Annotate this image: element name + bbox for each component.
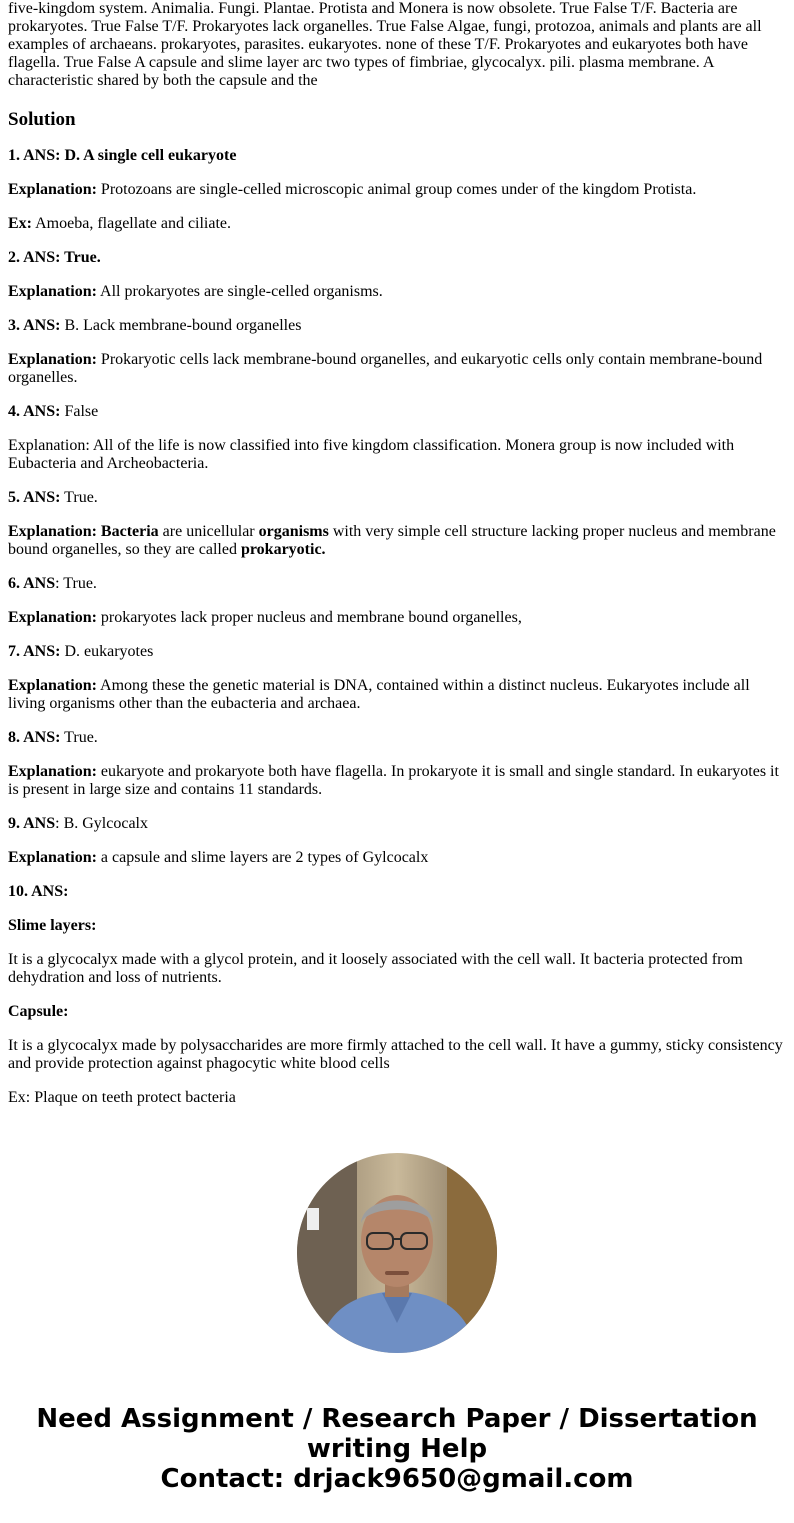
answer-text: D. eukaryotes [60, 643, 154, 660]
answer-text: True. [60, 489, 98, 506]
slime-layers-text: It is a glycocalyx made with a glycol protein, and it loosely associated with the cell wall. It bacteria protected from dehydration and loss of nutrients. [8, 951, 743, 986]
explanation-5 [8, 523, 786, 559]
explanation-label: Explanation: [8, 181, 97, 198]
explanation-2 [8, 283, 786, 301]
answer-10 [8, 883, 786, 901]
slime-layers-heading [8, 917, 786, 935]
explanation-label: Explanation: [8, 849, 97, 866]
capsule-label: Capsule: [8, 1003, 69, 1020]
explanation-emphasis: prokaryotic. [240, 541, 326, 558]
explanation-label: Explanation: Bacteria [8, 523, 159, 540]
explanation-text: a capsule and slime layers are 2 types of Gylcocalx [96, 849, 429, 866]
question-text: five-kingdom system. Animalia. Fungi. Plantae. Protista and Monera is now obsolete. True False T/F. Bacteria are prokaryotes. True False T/F. Prokaryotes lack organelles. True False Algae, fungi, protozoa, animals and plants are all examples of archaeans. prokaryotes, parasites. eukaryotes. none of these T/F. Prokaryotes and eukaryotes both have flagella. True False A capsule and slime layer arc two types of fimbriae, glycocalyx. pili. plasma membrane. A characteristic shared by both the capsule and the [8, 0, 762, 89]
answer-label: 4. ANS: [8, 403, 61, 420]
answer-2-label: 2. ANS: True. [8, 249, 101, 266]
answer-1-label: 1. ANS: D. A single cell eukaryote [8, 147, 237, 164]
explanation-text: Among these the genetic material is DNA, contained within a distinct nucleus. Eukaryotes include all living organisms other than the eubacteria and archaea. [8, 677, 750, 712]
answer-4 [8, 403, 786, 421]
answer-label: 7. ANS: [8, 643, 61, 660]
example-text: Amoeba, flagellate and ciliate. [32, 215, 232, 232]
explanation-label: Explanation: [8, 677, 97, 694]
promo-banner [0, 1404, 794, 1494]
author-avatar [297, 1153, 497, 1353]
answer-text: False [60, 403, 99, 420]
explanation-label: Explanation: [8, 763, 97, 780]
explanation-label: Explanation: [8, 283, 97, 300]
answer-text: True. [60, 729, 98, 746]
answer-text: B. Lack membrane-bound organelles [60, 317, 302, 334]
explanation-7 [8, 677, 786, 713]
answer-7 [8, 643, 786, 661]
answer-label: 6. ANS [8, 575, 56, 592]
answer-9 [8, 815, 786, 833]
capsule-text: It is a glycocalyx made by polysaccharides are more firmly attached to the cell wall. It have a gummy, sticky consistency and provide protection against phagocytic white blood cells [8, 1037, 783, 1072]
explanation-emphasis: organisms [258, 523, 329, 540]
answer-label: 3. ANS: [8, 317, 61, 334]
explanation-8 [8, 763, 786, 799]
explanation-4: Explanation: All of the life is now classified into five kingdom classification. Monera group is now included with Eubacteria and Archeobacteria. [8, 437, 735, 472]
plaque-example: Ex: Plaque on teeth protect bacteria [8, 1089, 236, 1106]
answer-10-label: 10. ANS: [8, 883, 69, 900]
explanation-label: Explanation: [8, 609, 97, 626]
solution-heading: Solution [8, 109, 76, 130]
explanation-text: Prokaryotic cells lack membrane-bound organelles, and eukaryotic cells only contain membrane-bound organelles. [8, 351, 763, 386]
answer-text: : True. [55, 575, 97, 592]
slime-layers-label: Slime layers: [8, 917, 97, 934]
promo-line-1: Need Assignment / Research Paper / Dissertation [36, 1404, 758, 1434]
capsule-heading [8, 1003, 786, 1021]
explanation-1 [8, 181, 786, 199]
author-portrait-image [297, 1153, 497, 1353]
answer-text: : B. Gylcocalx [55, 815, 148, 832]
promo-line-2: writing Help [306, 1434, 488, 1464]
explanation-3 [8, 351, 786, 387]
answer-3 [8, 317, 786, 335]
document-body [8, 0, 786, 1107]
explanation-label: Explanation: [8, 351, 97, 368]
explanation-6 [8, 609, 786, 627]
promo-contact: Contact: drjack9650@gmail.com [160, 1464, 634, 1494]
example-1 [8, 215, 786, 233]
answer-label: 5. ANS: [8, 489, 61, 506]
explanation-9 [8, 849, 786, 867]
answer-6 [8, 575, 786, 593]
explanation-text: prokaryotes lack proper nucleus and membrane bound organelles, [96, 609, 522, 626]
answer-1 [8, 147, 786, 165]
answer-2 [8, 249, 786, 267]
explanation-text: eukaryote and prokaryote both have flagella. In prokaryote it is small and single standard. In eukaryotes it is present in large size and contains 11 standards. [8, 763, 779, 798]
explanation-text: Protozoans are single-celled microscopic animal group comes under of the kingdom Protista. [96, 181, 697, 198]
answer-label: 9. ANS [8, 815, 56, 832]
explanation-text: with very simple cell structure lacking proper nucleus and membrane bound organelles, so they are called [8, 523, 776, 558]
answer-5 [8, 489, 786, 507]
answer-8 [8, 729, 786, 747]
explanation-text: All prokaryotes are single-celled organisms. [96, 283, 383, 300]
example-label: Ex: [8, 215, 32, 232]
explanation-text: are unicellular [158, 523, 259, 540]
answer-label: 8. ANS: [8, 729, 61, 746]
